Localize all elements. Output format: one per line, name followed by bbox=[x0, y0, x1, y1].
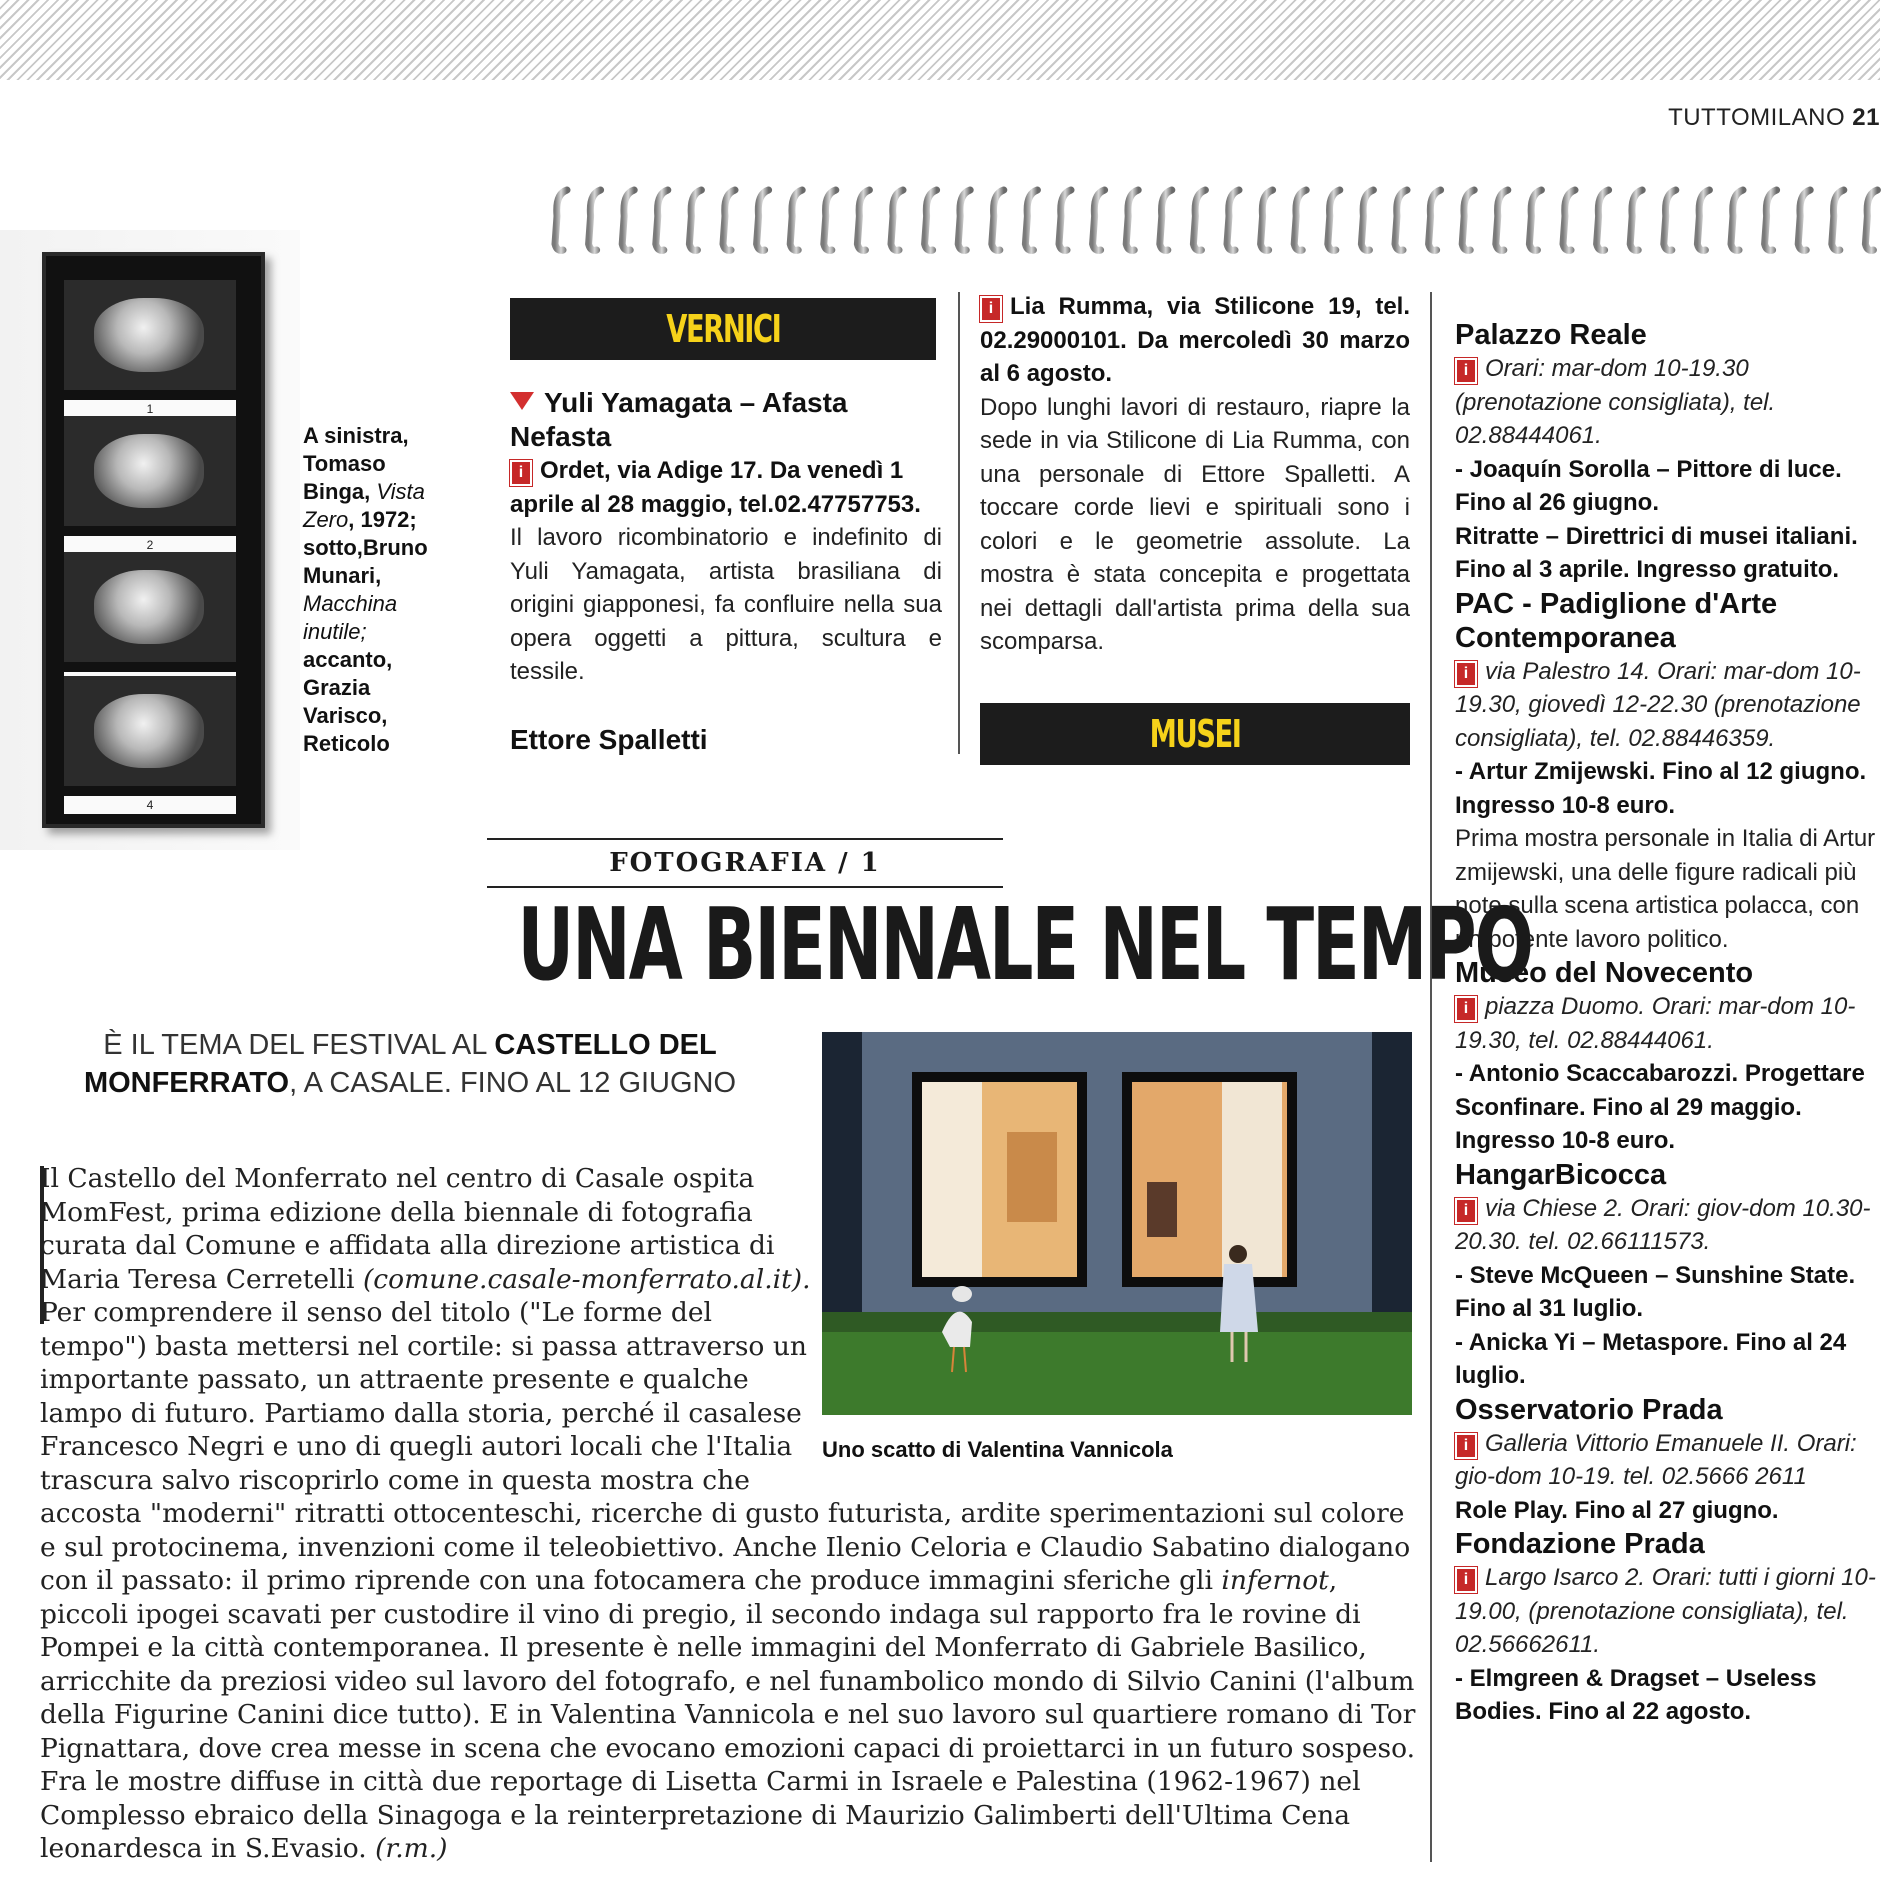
top-hatch-band bbox=[0, 0, 1880, 80]
museum-info bbox=[1455, 1427, 1885, 1494]
spiral-ring bbox=[1563, 190, 1575, 250]
article-title bbox=[300, 886, 1532, 1003]
vernici-item-title-text: Yuli Yamagata – Afasta Nefasta bbox=[510, 387, 848, 452]
red-triangle-icon bbox=[510, 392, 534, 410]
caption-text: accanto, Grazia Varisco, Reticolo bbox=[303, 647, 393, 756]
spiral-ring bbox=[757, 190, 769, 250]
spiral-ring bbox=[1630, 190, 1642, 250]
vernici-item-text: Dopo lunghi lavori di restauro, riapre la sede in via Stilicone di Lia Rumma, con una personale di Ettore Spalletti. A toccare corde lievi e spirituali sono i colori e le geometrie assolute. La mostra è stata concepita e progettata nei dettagli dall'artista prima della sua scomparsa. bbox=[980, 393, 1410, 655]
museum-info bbox=[1455, 1192, 1885, 1259]
page-number: 21 bbox=[1852, 104, 1880, 131]
museum-name: PAC - Padiglione d'Arte Contemporanea bbox=[1455, 587, 1778, 654]
vernici-banner bbox=[510, 298, 936, 360]
article-body-text: Per comprendere il senso del titolo ("Le forme del tempo") basta mettersi nel cortile: si passa attraverso un importante passato, un attraente presente e qualche lampo di futuro. Partiamo dalla storia, perché il casalese Francesco Negri e uno di quegli autori locali che l'Italia trascura salvo riscoprirlo come in questa mostra che accosta "moderni" ritratti ottocenteschi, ricerche di gusto futurista, ardite sperimentazioni sul colore e sul protocinema, invenzioni come il teleobiettivo. Anche Ilenio Celoria e Claudio Sabatino dialogano con il passato: il primo riprende con una fotocamera che produce immagini sferiche gli bbox=[40, 1297, 1411, 1596]
spiral-ring bbox=[1361, 190, 1373, 250]
vernici-item-info bbox=[510, 454, 942, 521]
vernici-item-info-text: Lia Rumma, via Stilicone 19, tel. 02.29000101. Da mercoledì 30 marzo al 6 agosto. bbox=[980, 293, 1410, 387]
spiral-ring bbox=[1429, 190, 1441, 250]
artwork-cell bbox=[64, 676, 236, 812]
museum-exhibition: Role Play. Fino al 27 giugno. bbox=[1455, 1496, 1779, 1524]
museum-info-text: via Palestro 14. Orari: mar-dom 10-19.30, giovedì 12-22.30 (prenotazione consigliata), tel. 02.88446359. bbox=[1455, 657, 1861, 752]
spiral-ring bbox=[656, 190, 668, 250]
spiral-ring bbox=[958, 190, 970, 250]
caption-artwork-title: Vista Zero bbox=[303, 479, 425, 532]
musei-banner-label: MUSEI bbox=[1149, 712, 1241, 756]
subtitle-bold-text: CASTELLO DEL MONFERRATO bbox=[83, 1029, 717, 1099]
museum-info-text: Largo Isarco 2. Orari: tutti i giorni 10-19.00, (prenotazione consigliata), tel. 02.56662611. bbox=[1455, 1564, 1876, 1658]
musei-list bbox=[1455, 318, 1885, 1729]
museum-description: Prima mostra personale in Italia di Artur zmijewski, una delle figure radicali più note sulla scena artistica polacca, con un potente lavoro politico. bbox=[1455, 825, 1876, 953]
spiral-ring bbox=[555, 190, 567, 250]
left-photo-caption bbox=[303, 422, 453, 758]
museum-exhibition: - Anicka Yi – Metaspore. Fino al 24 luglio. bbox=[1455, 1328, 1847, 1389]
info-icon: i bbox=[1455, 1198, 1477, 1224]
spiral-ring bbox=[589, 190, 601, 250]
article-body-text: , piccoli ipogei scavati per custodire il vino di pregio, il secondo indaga sul rapporto fra le rovine di Pompei e la città contemporanea. Il presente è nelle immagini del Monferrato di Gabriele Basilico, arricchite da preziosi video sul lavoro del fotografo, e nel funambolico mondo di Silvio Canini (l'album della Figurine Canini dice tutto). E in Valentina Vannicola e nel suo lavoro sul quartiere romano di Tor Pignattara, dove crea messe in scena che evocano emozioni capaci di proiettarci in un futuro sospeso. Fra le mostre diffuse in città due reportage di Lisetta Carmi in Israele e Palestina (1962-1967) nel Complesso ebraico della Sinagoga e la reinterpretazione di Maurizio Galimberti dell'Ultima Cena leonardesca in S.Evasio. bbox=[40, 1565, 1416, 1864]
museum-info-text: piazza Duomo. Orari: mar-dom 10-19.30, tel. 02.88444061. bbox=[1455, 993, 1856, 1054]
spiral-ring bbox=[1865, 190, 1877, 250]
spiral-ring bbox=[1193, 190, 1205, 250]
face-image bbox=[94, 434, 204, 508]
spiral-ring bbox=[1395, 190, 1407, 250]
museum-exhibition: - Joaquín Sorolla – Pittore di luce. Fino al 26 giugno. bbox=[1455, 455, 1842, 516]
subtitle-text: È IL TEMA DEL FESTIVAL AL bbox=[103, 1029, 495, 1061]
face-image bbox=[94, 694, 204, 768]
info-icon: i bbox=[1455, 358, 1477, 384]
museum-exhibition: - Steve McQueen – Sunshine State. Fino al 31 luglio. bbox=[1455, 1261, 1856, 1322]
spiral-ring bbox=[1597, 190, 1609, 250]
face-image bbox=[94, 570, 204, 644]
spiral-ring bbox=[1462, 190, 1474, 250]
museum-entry bbox=[1455, 1393, 1885, 1528]
photo-float-spacer bbox=[826, 1162, 1418, 1474]
museum-name: Osservatorio Prada bbox=[1455, 1393, 1723, 1426]
spiral-binding-decoration bbox=[545, 186, 1890, 258]
article-subtitle bbox=[40, 1026, 780, 1102]
caption-text: A sinistra, Tomaso Binga, bbox=[303, 423, 409, 504]
info-icon: i bbox=[1455, 996, 1477, 1022]
spiral-ring bbox=[1328, 190, 1340, 250]
museum-info bbox=[1455, 352, 1885, 453]
vernici-item-info-text: Ordet, via Adige 17. Da venedì 1 aprile al 28 maggio, tel.02.47757753. bbox=[510, 457, 921, 518]
museum-name: Museo del Novecento bbox=[1455, 957, 1754, 989]
info-icon: i bbox=[1455, 661, 1477, 687]
vernici-column-2 bbox=[980, 290, 1410, 659]
info-icon: i bbox=[510, 460, 532, 486]
spiral-ring bbox=[1126, 190, 1138, 250]
right-column-divider bbox=[1430, 292, 1432, 1862]
spiral-ring bbox=[1664, 190, 1676, 250]
museum-exhibition: - Artur Zmijewski. Fino al 12 giugno. Ingresso 10-8 euro. bbox=[1455, 758, 1867, 819]
museum-entry bbox=[1455, 318, 1885, 587]
article-signature: (r.m.) bbox=[375, 1833, 448, 1864]
artwork-cell-label: 4 bbox=[64, 796, 236, 814]
vernici-banner-label: VERNICI bbox=[665, 307, 781, 351]
column-divider bbox=[958, 292, 960, 754]
photo-caption: Uno scatto di Valentina Vannicola bbox=[822, 1437, 1173, 1462]
spiral-ring bbox=[1227, 190, 1239, 250]
spiral-ring bbox=[1025, 190, 1037, 250]
artwork-cell-label: 1 bbox=[64, 400, 236, 418]
spiral-ring bbox=[925, 190, 937, 250]
musei-banner bbox=[980, 703, 1410, 765]
article-body-italic: infernot bbox=[1221, 1565, 1329, 1596]
page-header bbox=[1668, 104, 1880, 132]
vernici-item-title bbox=[510, 386, 942, 454]
face-image bbox=[94, 298, 204, 372]
spiral-ring bbox=[1765, 190, 1777, 250]
info-icon: i bbox=[1455, 1433, 1477, 1459]
vernici-item-title: Ettore Spalletti bbox=[510, 723, 708, 755]
article-body-link: (comune.casale-monferrato.al.it). bbox=[362, 1263, 811, 1295]
article-kicker: FOTOGRAFIA / 1 bbox=[487, 838, 1003, 888]
vernici-item-text: Il lavoro ricombinatorio e indefinito di Yuli Yamagata, artista brasiliana di origini giapponesi, fa confluire nella sua opera oggetti a pittura, scultura e tessile. bbox=[510, 524, 942, 685]
spiral-ring bbox=[723, 190, 735, 250]
spiral-ring bbox=[891, 190, 903, 250]
vernici-item-info bbox=[980, 290, 1410, 391]
artwork-cell bbox=[64, 280, 236, 416]
framed-artwork-photo bbox=[42, 252, 265, 828]
spiral-ring bbox=[1832, 190, 1844, 250]
spiral-ring bbox=[689, 190, 701, 250]
museum-exhibition: Ritratte – Direttrici di musei italiani. Fino al 3 aprile. Ingresso gratuito. bbox=[1455, 522, 1858, 583]
museum-info bbox=[1455, 655, 1885, 756]
info-icon: i bbox=[980, 296, 1002, 322]
artwork-cell bbox=[64, 552, 236, 662]
spiral-ring bbox=[1294, 190, 1306, 250]
spiral-ring bbox=[992, 190, 1004, 250]
museum-entry bbox=[1455, 1527, 1885, 1729]
spiral-ring bbox=[1261, 190, 1273, 250]
museum-info-text: Galleria Vittorio Emanuele II. Orari: gio-dom 10-19. tel. 02.5666 2611 bbox=[1455, 1429, 1857, 1490]
spiral-ring bbox=[1697, 190, 1709, 250]
museum-info-text: Orari: mar-dom 10-19.30 (prenotazione consigliata), tel. 02.88444061. bbox=[1455, 355, 1776, 449]
article-body-text: Il Castello del Monferrato nel centro di Casale ospita MomFest, prima edizione della biennale di fotografia curata dal Comune e affidata alla direzione artistica di Maria Teresa Cerretelli bbox=[40, 1163, 775, 1295]
museum-entry bbox=[1455, 1158, 1885, 1393]
subtitle-text: , A CASALE. FINO AL 12 GIUGNO bbox=[289, 1067, 737, 1099]
museum-name: HangarBicocca bbox=[1455, 1158, 1667, 1191]
spiral-ring bbox=[1160, 190, 1172, 250]
spiral-ring bbox=[1529, 190, 1541, 250]
info-icon: i bbox=[1455, 1567, 1477, 1593]
museum-exhibition: - Elmgreen & Dragset – Useless Bodies. Fino al 22 agosto. bbox=[1455, 1664, 1817, 1725]
artwork-cell bbox=[64, 416, 236, 552]
caption-artwork-title: Macchina inutile; bbox=[303, 591, 398, 644]
spiral-ring bbox=[1496, 190, 1508, 250]
spiral-ring bbox=[857, 190, 869, 250]
museum-exhibition: - Antonio Scaccabarozzi. Progettare Sconfinare. Fino al 29 maggio. Ingresso 10-8 euro. bbox=[1455, 1060, 1865, 1154]
publication-name: TUTTOMILANO bbox=[1668, 104, 1846, 131]
museum-name: Fondazione Prada bbox=[1455, 1528, 1705, 1560]
artwork-cell-label: 2 bbox=[64, 536, 236, 554]
spiral-ring bbox=[790, 190, 802, 250]
article-title-text: UNA BIENNALE NEL TEMPO bbox=[517, 886, 1532, 1003]
article-body bbox=[40, 1162, 1418, 1866]
caption-text: , 1972; sotto,Bruno Munari, bbox=[303, 507, 428, 588]
museum-info-text: via Chiese 2. Orari: giov-dom 10.30-20.30. tel. 02.66111573. bbox=[1455, 1194, 1871, 1255]
museum-name: Palazzo Reale bbox=[1455, 319, 1647, 351]
spiral-ring bbox=[824, 190, 836, 250]
spiral-ring bbox=[622, 190, 634, 250]
spiral-ring bbox=[1798, 190, 1810, 250]
vernici-column-1 bbox=[510, 386, 942, 757]
museum-info bbox=[1455, 1561, 1885, 1662]
spiral-ring bbox=[1731, 190, 1743, 250]
spiral-ring bbox=[1093, 190, 1105, 250]
spiral-ring bbox=[1059, 190, 1071, 250]
